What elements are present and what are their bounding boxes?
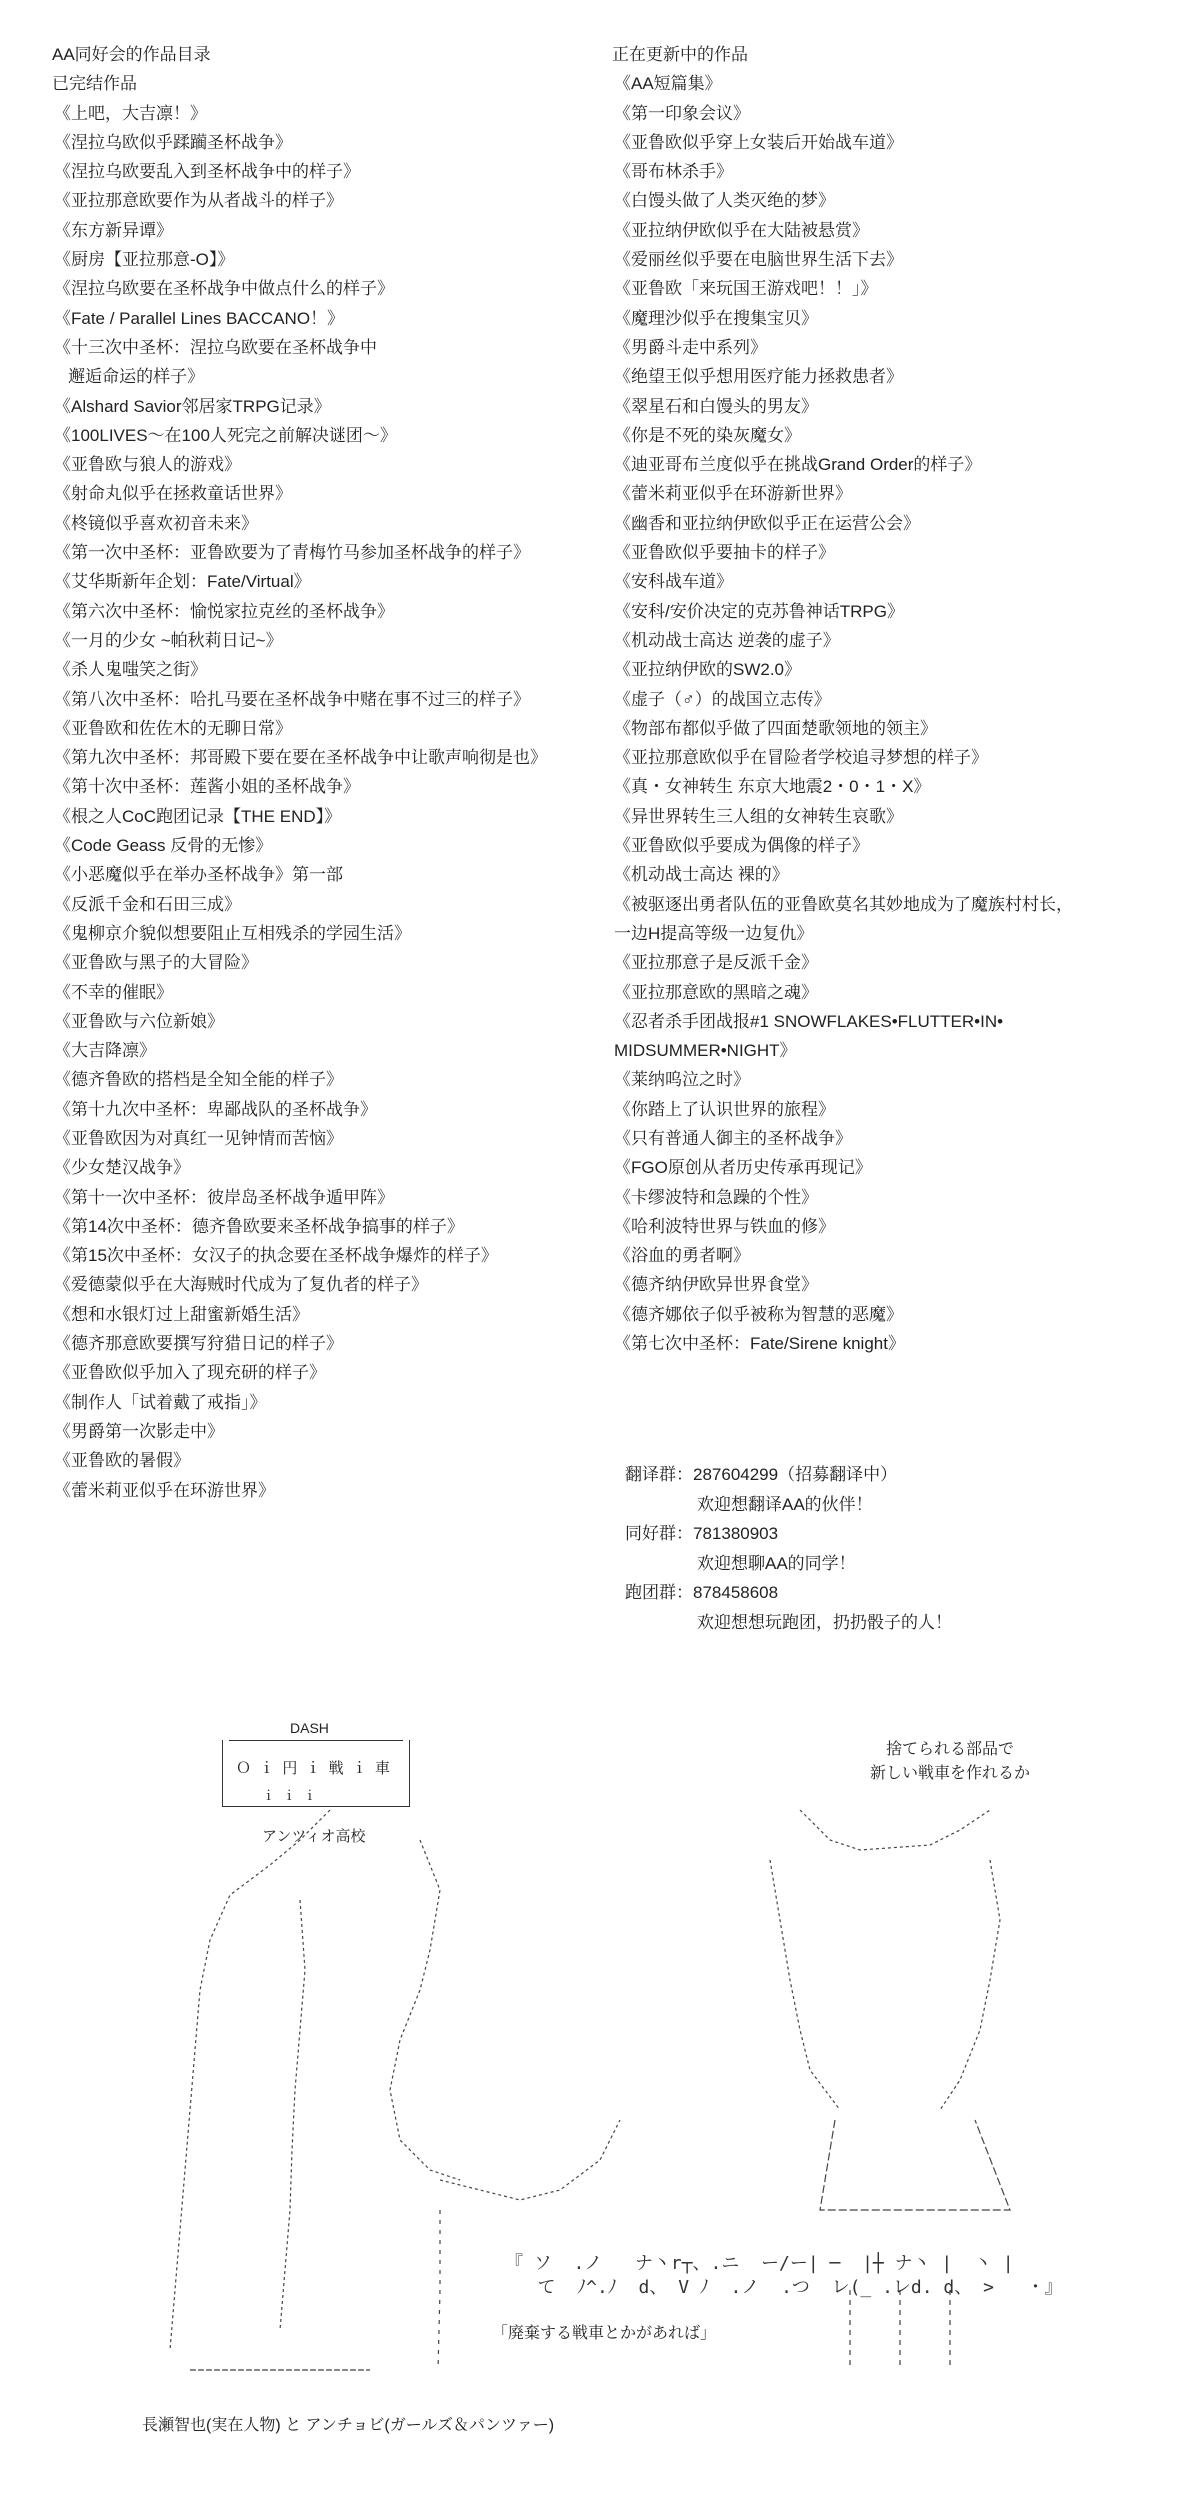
group-number: 878458608 [693,1583,779,1602]
work-title-item: 《只有普通人御主的圣杯战争》 [614,1128,852,1148]
work-title-item: 《哈利波特世界与铁血的修》 [614,1216,835,1236]
work-title-item: 《上吧，大吉凛！》 [54,103,207,123]
work-title-item: 《德齐娜依子似乎被称为智慧的恶魔》 [614,1304,903,1324]
work-title-item: 《被驱逐出勇者队伍的亚鲁欧莫名其妙地成为了魔族村村长， 一边H提高等级一边复仇》 [614,894,1073,943]
work-title-item: 《亚鲁欧与狼人的游戏》 [54,455,241,475]
dash-logo-characters: Ｏ ｉ 円 ｉ 戦 ｉ 車 [236,1760,393,1777]
group-note: 欢迎想想玩跑团，扔扔骰子的人！ [697,1612,952,1632]
work-title-item: 《亚拉纳伊欧的SW2.0》 [614,660,802,680]
work-title-item: 《哥布林杀手》 [614,162,733,182]
group-number: 781380903 [693,1524,779,1543]
work-title-item: 《第一印象会议》 [614,103,750,123]
work-title-item: 《爱德蒙似乎在大海贼时代成为了复仇者的样子》 [54,1275,428,1295]
work-title-item: 《男爵第一次影走中》 [54,1421,224,1441]
work-title-item: 《少女楚汉战争》 [54,1158,190,1178]
work-title-item: 《根之人CoC跑团记录【THE END】》 [54,806,342,826]
group-row [625,1460,952,1490]
work-title-item: 《第九次中圣杯：邦哥殿下要在要在圣杯战争中让歌声响彻是也》 [54,748,547,768]
work-title-item: 《忍者杀手团战报#1 SNOWFLAKES•FLUTTER•IN• MIDSUMMER•NIGHT》 [614,1011,1004,1061]
work-title-item: 《亚拉那意欧要作为从者战斗的样子》 [54,191,343,211]
work-title-item: 《厨房【亚拉那意-O】》 [54,250,235,270]
ascii-art-figures [0,1690,1202,2410]
work-title-item: 《第十一次中圣杯：彼岸岛圣杯战争遁甲阵》 [54,1187,394,1207]
work-title-item: 《小恶魔似乎在举办圣杯战争》第一部 [54,865,343,885]
dash-logo-subline: ｉ ｉ ｉ [262,1788,319,1803]
work-title-item: 《FGO原创从者历史传承再现记》 [614,1158,872,1178]
work-title-item: 《第一次中圣杯：亚鲁欧要为了青梅竹马参加圣杯战争的样子》 [54,543,530,563]
hand-outline [440,2120,620,2200]
work-title-item: 《涅拉乌欧要乱入到圣杯战争中的样子》 [54,162,360,182]
work-title-item: 《亚拉那意子是反派千金》 [614,953,818,973]
work-title-item: 《Fate / Parallel Lines BACCANO！》 [54,308,345,328]
ongoing-works-column [612,40,1192,1358]
work-title-item: 《100LIVES～在100人死完之前解决谜团～》 [54,425,397,445]
work-title-item: 《亚拉纳伊欧似乎在大陆被悬赏》 [614,220,869,240]
school-name: アンツィオ高校 [262,1828,366,1845]
work-title-item: 《亚鲁欧似乎加入了现充研的样子》 [54,1363,326,1383]
dash-title: DASH [290,1720,329,1736]
speech-quote: 「廃棄する戦車とかがあれば」 [492,2325,717,2342]
work-title-item: 《德齐纳伊欧异世界食堂》 [614,1275,818,1295]
group-label: 同好群： [625,1524,693,1543]
work-title-item: 《安科/安价决定的克苏鲁神话TRPG》 [614,601,904,621]
work-title-item: 《物部布都似乎做了四面楚歌领地的领主》 [614,718,937,738]
catalog-title: AA同好会的作品目录 [52,45,211,64]
girl-head-outline-right [940,1860,1000,2110]
work-title-item: 《鬼柳京介貌似想要阻止互相残杀的学园生活》 [54,923,411,943]
girl-head-outline [770,1860,840,2110]
work-title-item: 《第七次中圣杯：Fate/Sirene knight》 [614,1334,905,1354]
work-title-item: 《机动战士高达 逆袭的虚子》 [614,630,840,650]
work-title-item: 《迪亚哥布兰度似乎在挑战Grand Order的样子》 [614,455,982,475]
work-title-item: 《德齐那意欧要撰写狩猎日记的样子》 [54,1334,343,1354]
work-title-item: 《蕾米莉亚似乎在环游新世界》 [614,484,852,504]
work-title-item: 《德齐鲁欧的搭档是全知全能的样子》 [54,1070,343,1090]
man-figure-outline [170,1810,330,2350]
work-title-item: 《亚鲁欧和佐佐木的无聊日常》 [54,718,292,738]
work-title-item: 《第14次中圣杯：德齐鲁欧要来圣杯战争搞事的样子》 [54,1216,464,1236]
work-title-item: 《翠星石和白馒头的男友》 [614,396,818,416]
work-title-item: 《亚鲁欧似乎要成为偶像的样子》 [614,836,869,856]
girl-hair-outline [800,1810,990,1850]
work-title-item: 《十三次中圣杯：涅拉乌欧要在圣杯战争中 邂逅命运的样子》 [54,337,377,387]
girl-skirt-outline [820,2120,1010,2210]
work-title-item: 《魔理沙似乎在搜集宝贝》 [614,308,818,328]
work-title-item: 《第15次中圣杯：女汉子的执念要在圣杯战争爆炸的样子》 [54,1246,498,1266]
group-label: 跑团群： [625,1583,693,1602]
work-title-item: 《Code Geass 反骨的无惨》 [54,836,273,856]
work-title-item: 《东方新异谭》 [54,220,173,240]
work-title-item: 《亚鲁欧与六位新娘》 [54,1011,224,1031]
work-title-item: 《Alshard Savior邻居家TRPG记录》 [54,396,331,416]
work-title-item: 《虚子（♂）的战国立志传》 [614,689,831,709]
group-note: 欢迎想翻译AA的伙伴！ [697,1494,873,1514]
work-title-item: 《亚拉那意欧的黑暗之魂》 [614,982,818,1002]
group-number: 287604299（招募翻译中） [693,1465,898,1484]
work-title-item: 《不幸的催眠》 [54,982,173,1002]
man-arm-outline [390,1840,460,2180]
work-title-item: 《第六次中圣杯：愉悦家拉克丝的圣杯战争》 [54,601,394,621]
ongoing-works-list [612,69,1192,1358]
stylized-ascii-lettering: 『 ソ .ノ ナ丶r┬、.ニ ー/ー| ─ |┼ ナ丶 | 丶 | て ﾉ^.ﾉ d、 V ﾉ .ノ .つ レ(_ .レd. d、 > ・』 [505,2253,1063,2298]
work-title-item: 《制作人「试着戴了戒指」》 [54,1392,267,1412]
group-row [625,1519,952,1549]
work-title-item: 《绝望王似乎想用医疗能力拯救患者》 [614,367,903,387]
group-row [625,1578,952,1608]
work-title-item: 《爱丽丝似乎要在电脑世界生活下去》 [614,250,903,270]
work-title-item: 《亚鲁欧因为对真红一见钟情而苦恼》 [54,1128,343,1148]
work-title-item: 《异世界转生三人组的女神转生哀歌》 [614,806,903,826]
work-title-item: 《机动战士高达 裸的》 [614,865,789,885]
completed-section-heading: 已完结作品 [52,74,137,94]
work-title-item: 《浴血的勇者啊》 [614,1246,750,1266]
work-title-item: 《AA短篇集》 [614,74,722,94]
man-leg-outline [438,2210,440,2370]
work-title-item: 《一月的少女 ~帕秋莉日记~》 [54,630,283,650]
completed-works-list [52,99,612,1505]
work-title-item: 《第十次中圣杯：莲酱小姐的圣杯战争》 [54,777,360,797]
work-title-item: 《亚拉那意欧似乎在冒险者学校追寻梦想的样子》 [614,748,988,768]
art-caption: 長瀬智也(実在人物) と アンチョビ(ガールズ＆パンツァー) [142,2417,555,2434]
work-title-item: 《亚鲁欧「来玩国王游戏吧！！」》 [614,279,878,299]
work-title-item: 《反派千金和石田三成》 [54,894,241,914]
completed-works-column [52,40,612,1505]
work-title-item: 《你踏上了认识世界的旅程》 [614,1099,835,1119]
work-title-item: 《白馒头做了人类灭绝的梦》 [614,191,835,211]
girl-legs-outline [850,2290,950,2370]
work-title-item: 《杀人鬼嗤笑之街》 [54,660,207,680]
work-title-item: 《第十九次中圣杯：卑鄙战队的圣杯战争》 [54,1099,377,1119]
work-title-item: 《涅拉乌欧要在圣杯战争中做点什么的样子》 [54,279,394,299]
man-body-outline [280,1900,305,2330]
work-title-item: 《亚鲁欧似乎要抽卡的样子》 [614,543,835,563]
work-title-item: 《男爵斗走中系列》 [614,337,767,357]
work-title-item: 《亚鲁欧的暑假》 [54,1451,190,1471]
group-note: 欢迎想聊AA的同学！ [697,1553,856,1573]
work-title-item: 《涅拉乌欧似乎蹂躏圣杯战争》 [54,132,292,152]
work-title-item: 《蕾米莉亚似乎在环游世界》 [54,1480,275,1500]
work-title-item: 《想和水银灯过上甜蜜新婚生活》 [54,1304,309,1324]
work-title-item: 《卡缪波特和急躁的个性》 [614,1187,818,1207]
thought-text: 捨てられる部品で 新しい戦車を作れるか [870,1741,1031,1782]
group-info [625,1460,952,1637]
work-title-item: 《亚鲁欧似乎穿上女装后开始战车道》 [614,132,903,152]
work-title-item: 《你是不死的染灰魔女》 [614,425,801,445]
work-title-item: 《幽香和亚拉纳伊欧似乎正在运营公会》 [614,513,920,533]
work-title-item: 《真・女神转生 东京大地震2・0・1・X》 [614,777,931,797]
work-title-item: 《大吉降凛》 [54,1041,156,1061]
work-title-item: 《柊镜似乎喜欢初音未来》 [54,513,258,533]
ongoing-section-heading: 正在更新中的作品 [612,45,748,64]
work-title-item: 《射命丸似乎在拯救童话世界》 [54,484,292,504]
group-label: 翻译群： [625,1465,693,1484]
work-title-item: 《莱纳呜泣之时》 [614,1070,750,1090]
work-title-item: 《亚鲁欧与黑子的大冒险》 [54,953,258,973]
work-title-item: 《第八次中圣杯：哈扎马要在圣杯战争中赌在事不过三的样子》 [54,689,530,709]
work-title-item: 《安科战车道》 [614,572,733,592]
work-title-item: 《艾华斯新年企划：Fate/Virtual》 [54,572,311,592]
